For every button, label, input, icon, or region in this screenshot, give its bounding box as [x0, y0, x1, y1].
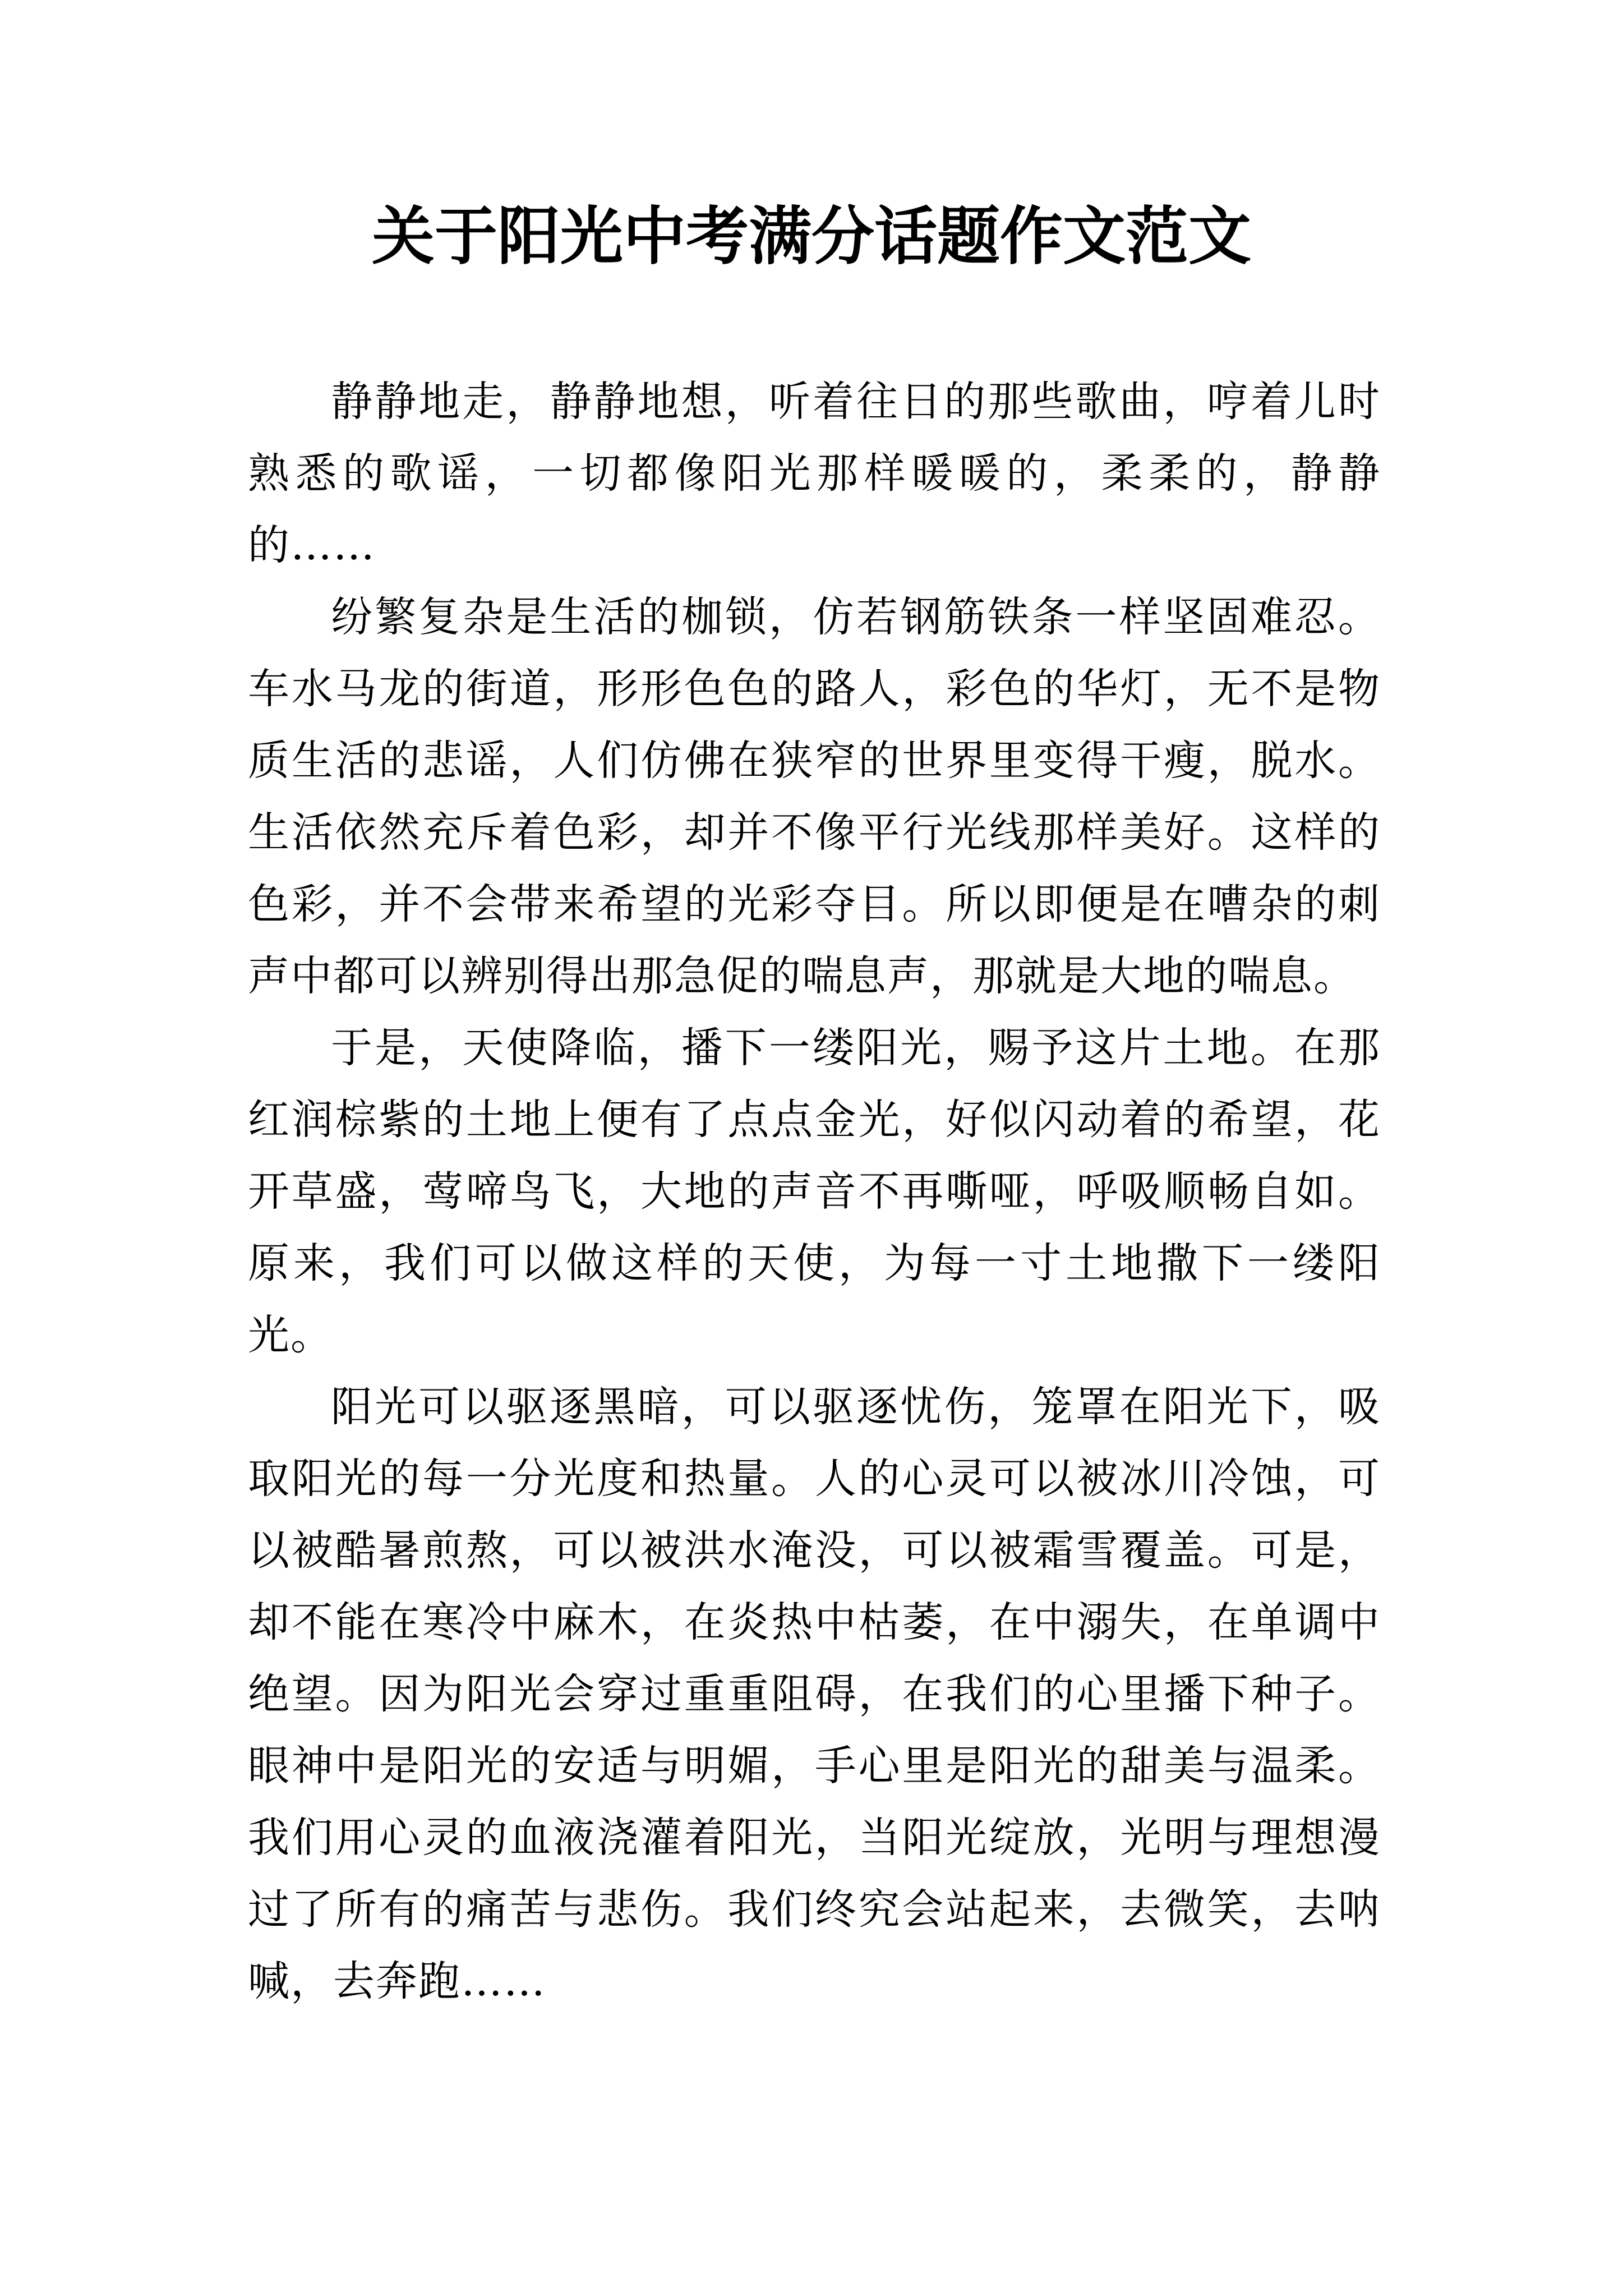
paragraph-2: 纷繁复杂是生活的枷锁，仿若钢筋铁条一样坚固难忍。车水马龙的街道，形形色色的路人，彩色的华灯，无不是物质生活的悲谣，人们仿佛在狭窄的世界里变得干瘦，脱水。生活依然充斥着色彩，却并不像平行光线那样美好。这样的色彩，并不会带来希望的光彩夺目。所以即便是在嘈杂的刺声中都可以辨别得出那急促的喘息声，那就是大地的喘息。 — [248, 593, 1381, 1000]
paragraph-3: 于是，天使降临，播下一缕阳光，赐予这片土地。在那红润棕紫的土地上便有了点点金光，好似闪动着的希望，花开草盛，莺啼鸟飞，大地的声音不再嘶哑，呼吸顺畅自如。原来，我们可以做这样的天使，为每一寸土地撒下一缕阳光。 — [248, 1024, 1381, 1359]
document-body — [248, 366, 1381, 2017]
paragraph-1: 静静地走，静静地想，听着往日的那些歌曲，哼着儿时熟悉的歌谣，一切都像阳光那样暖暖的，柔柔的，静静的…… — [248, 378, 1381, 569]
document-title: 关于阳光中考满分话题作文范文 — [372, 200, 1251, 273]
paragraph-4: 阳光可以驱逐黑暗，可以驱逐忧伤，笼罩在阳光下，吸取阳光的每一分光度和热量。人的心灵可以被冰川冷蚀，可以被酷暑煎熬，可以被洪水淹没，可以被霜雪覆盖。可是，却不能在寒冷中麻木，在炎热中枯萎，在中溺失，在单调中绝望。因为阳光会穿过重重阻碍，在我们的心里播下种子。眼神中是阳光的安适与明媚，手心里是阳光的甜美与温柔。我们用心灵的血液浇灌着阳光，当阳光绽放，光明与理想漫过了所有的痛苦与悲伤。我们终究会站起来，去微笑，去呐喊，去奔跑…… — [248, 1383, 1381, 2005]
